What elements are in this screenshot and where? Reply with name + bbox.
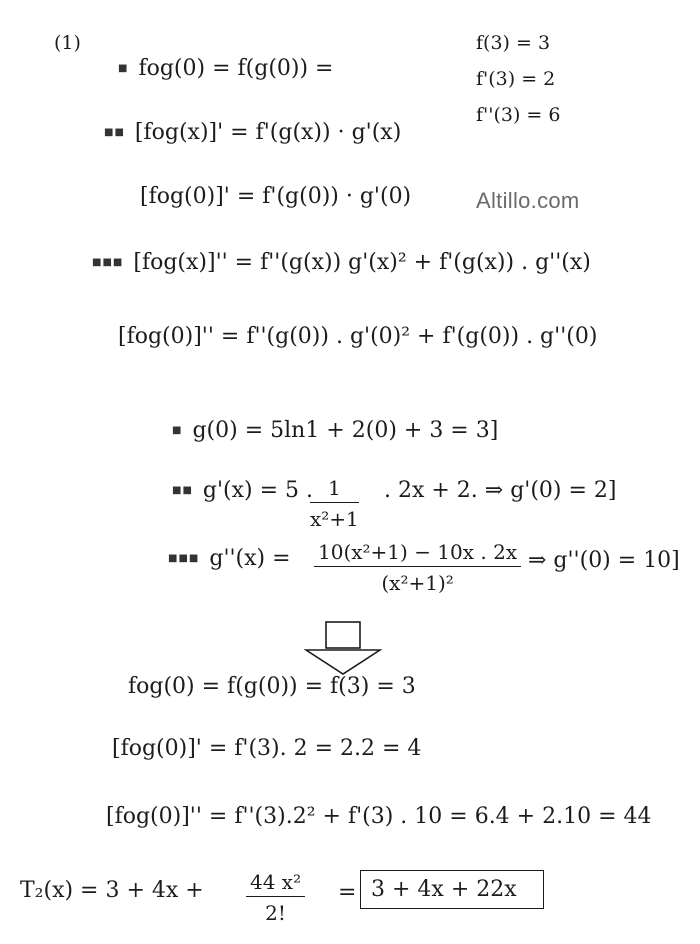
taylor-fraction	[246, 870, 305, 925]
fraction-denominator: 2!	[265, 901, 286, 925]
fraction-denominator: x²+1	[310, 507, 359, 531]
g-second-right: ⇒ g''(0) = 10]	[528, 548, 680, 573]
bullet-marker: ■■	[172, 485, 193, 496]
first-derivative-zero-expression: [fog(0)]' = f'(g(0)) · g'(0)	[140, 184, 412, 209]
first-derivative-at-zero	[140, 186, 411, 208]
second-derivative-expression: [fog(x)]'' = f''(g(x)) g'(x)² + f'(g(x)) . g''(x)	[133, 250, 591, 275]
down-arrow-icon	[304, 620, 382, 676]
bullet-marker: ■■■	[92, 257, 124, 268]
g-second-left: g''(x) =	[209, 546, 291, 571]
fraction-numerator: 1	[310, 476, 359, 503]
problem-label: (1)	[54, 32, 81, 54]
fraction-denominator: (x²+1)²	[381, 571, 454, 595]
g-second-line	[168, 548, 291, 570]
fraction-numerator: 44 x²	[246, 870, 305, 897]
taylor-result-box: 3 + 4x + 22x	[360, 870, 544, 909]
g-prime-right: . 2x + 2. ⇒ g'(0) = 2]	[384, 478, 617, 503]
taylor-equals: =	[338, 880, 357, 905]
g-at-zero-expression: g(0) = 5ln1 + 2(0) + 3 = 3]	[192, 418, 499, 443]
first-derivative-expression: [fog(x)]' = f'(g(x)) · g'(x)	[134, 120, 402, 145]
g-prime-fraction	[310, 476, 359, 531]
g-prime-line	[172, 480, 313, 502]
second-derivative-value-line: [fog(0)]'' = f''(3).2² + f'(3) . 10 = 6.4 + 2.10 = 44	[106, 804, 652, 829]
bullet-marker: ■	[172, 425, 183, 436]
g-prime-left: g'(x) = 5 .	[202, 478, 314, 503]
g-at-zero-line	[172, 420, 498, 442]
composition-expression: fog(0) = f(g(0)) =	[138, 56, 334, 81]
bullet-marker: ■■■	[168, 553, 200, 564]
fraction-numerator: 10(x²+1) − 10x . 2x	[314, 540, 521, 567]
bullet-marker: ■	[118, 63, 129, 74]
given-value-f: f(3) = 3	[476, 32, 551, 54]
bullet-marker: ■■	[104, 127, 125, 138]
g-second-fraction	[314, 540, 521, 595]
second-derivative-general	[92, 252, 591, 274]
composition-value-line: fog(0) = f(g(0)) = f(3) = 3	[128, 674, 416, 699]
watermark: Altillo.com	[476, 188, 580, 213]
given-value-f-prime: f'(3) = 2	[476, 68, 556, 90]
second-derivative-zero-expression: [fog(0)]'' = f''(g(0)) . g'(0)² + f'(g(0)) . g''(0)	[118, 324, 598, 349]
given-value-f-second: f''(3) = 6	[476, 104, 561, 126]
first-derivative-general	[104, 122, 401, 144]
taylor-polynomial-left: T₂(x) = 3 + 4x +	[20, 878, 204, 903]
first-derivative-value-line: [fog(0)]' = f'(3). 2 = 2.2 = 4	[112, 736, 422, 761]
second-derivative-at-zero	[118, 326, 597, 348]
composition-line	[118, 58, 334, 80]
